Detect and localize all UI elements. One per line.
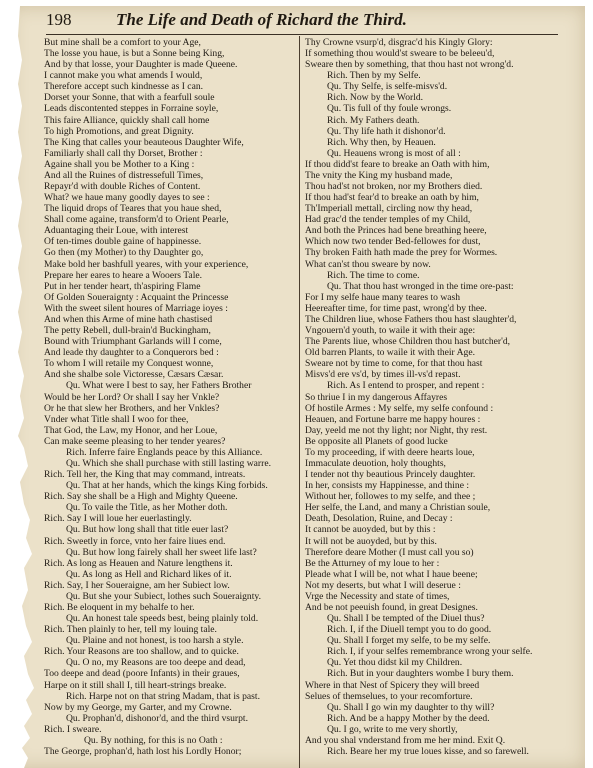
text-line: Of hostile Armes : My selfe, my selfe confound : [305,402,494,414]
text-line: This faire Alliance, quickly shall call home [44,114,210,126]
text-line: Rich. Say she shall be a High and Mighty Queene. [44,491,238,503]
text-line: Bound with Triumphant Garlands will I come, [44,336,222,348]
text-line: To my proceeding, if with deere hearts loue, [305,446,475,458]
text-line: Qu. But she your Subiect, lothes such Soueraignty. [66,590,261,602]
text-line: Qu. Yet thou didst kil my Children. [327,657,463,669]
text-line: Qu. Shall I go win my daughter to thy will? [327,701,495,713]
text-line: Aduantaging their Loue, with interest [44,225,189,237]
text-line: Thy broken Faith hath made the prey for Wormes. [305,247,498,259]
text-line: The Parents liue, whose Children thou hast butcher'd, [305,336,511,348]
text-line: If thou didd'st feare to breake an Oath with him, [305,158,490,170]
book-page [10,6,585,768]
text-line: For I my selfe haue many teares to wash [305,291,461,303]
text-line: Heauen, and Fortune barre me happy houres : [305,413,481,425]
text-line: Rich. Tell her, the King that may command, intreats. [44,469,246,481]
text-line: Vngouern'd youth, to waile it with their age: [305,325,476,337]
text-line: Would be her Lord? Or shall I say her Vnkle? [44,391,220,403]
text-line: Thou had'st not broken, nor my Brothers died. [305,181,483,193]
text-line: Qu. But how long shall that title euer last? [66,524,229,536]
text-line: I tender not thy beautious Princely daughter. [305,469,476,481]
text-line: Day, yeeld me not thy light; nor Night, thy rest. [305,424,488,436]
text-line: Qu. Prophan'd, dishonor'd, and the third vsurpt. [66,712,248,724]
text-line: Where in that Nest of Spicery they will breed [305,679,480,691]
text-line: Rich. Then by my Selfe. [327,70,421,82]
text-line: But mine shall be a comfort to your Age, [44,37,201,48]
text-line: Heereafter time, for time past, wrong'd by thee. [305,302,487,314]
text-line: Qu. O no, my Reasons are too deepe and dead, [66,657,246,669]
text-line: Qu. Which she shall purchase with still lasting warre. [66,457,271,469]
text-line: Which now two tender Bed-fellowes for dust, [305,236,481,248]
text-line: Rich. As I entend to prosper, and repent : [327,380,485,392]
text-line: Rich. And be a happy Mother by the deed. [327,712,490,724]
page-number: 198 [46,10,72,29]
text-line: And all the Ruines of distressefull Times, [44,169,204,181]
text-line: It will not be auoyded, but by this. [305,535,437,547]
text-line: And she shalbe sole Victoresse, Cæsars Cæsar. [44,369,224,381]
text-line: Misvs'd ere vs'd, by times ill-vs'd repast. [305,369,461,381]
text-line: And both the Princes had bene breathing heere, [305,225,487,237]
text-line: Rich. Your Reasons are too shallow, and to quicke. [44,646,239,658]
text-line: Pleade what I will be, not what I haue beene; [305,568,478,580]
text-line: Rich. But in your daughters wombe I bury them. [327,668,514,680]
text-line: Old barren Plants, to waile it with their Age. [305,347,475,359]
text-line: It cannot be auoyded, but by this : [305,524,436,536]
text-line: If thou had'st fear'd to breake an oath by him, [305,192,479,204]
text-line: Her selfe, the Land, and many a Christian soule, [305,502,491,514]
right-text-column [305,37,557,767]
text-line: Now by my George, my Garter, and my Crowne. [44,701,232,713]
text-line: If something thou would'st sweare to be beleeu'd, [305,48,495,60]
text-line: Vnder what Title shall I woo for thee, [44,413,189,425]
text-line: The King that calles your beauteous Daughter Wife, [44,136,244,148]
text-line: Death, Desolation, Ruine, and Decay : [305,513,453,525]
text-line: Or he that slew her Brothers, and her Vnkles? [44,402,220,414]
text-line: Rich. I sweare. [44,723,102,735]
text-line: Harpe on it still shall I, till heart-strings breake. [44,679,227,691]
text-line: Qu. What were I best to say, her Fathers Brother [66,380,252,392]
text-line: Put in her tender heart, th'aspiring Flame [44,280,201,292]
text-line: With the sweet silent houres of Marriage ioyes : [44,302,228,314]
text-line: Repayr'd with double Riches of Content. [44,181,201,193]
text-line: Rich. Why then, by Heauen. [327,136,436,148]
text-line: Qu. Shall I forget my selfe, to be my selfe. [327,635,491,647]
text-line: To whom I will retaile my Conquest wonne, [44,358,214,370]
text-line: Rich. Sweetly in force, vnto her faire liues end. [44,535,226,547]
text-line: Too deepe and dead (poore Infants) in their graues, [44,668,240,680]
text-line: Qu. Thy life hath it dishonor'd. [327,125,446,137]
text-line: Rich. I, if the Diuell tempt you to do good. [327,624,492,636]
text-line: Qu. That thou hast wronged in the time ore-past: [327,280,514,292]
text-line: Qu. As long as Hell and Richard likes of it. [66,568,232,580]
text-line: Rich. I, if your selfes remembrance wrong your selfe. [327,646,533,658]
column-divider [299,36,300,768]
left-text-column [44,37,296,767]
text-line: Had grac'd the tender temples of my Child, [305,214,471,226]
text-line: Selues of themselues, to your recomforture. [305,690,473,702]
text-line: Prepare her eares to heare a Wooers Tale. [44,269,203,281]
text-line: To high Promotions, and great Dignity. [44,125,194,137]
text-line: Of ten-times double gaine of happinesse. [44,236,202,248]
text-line: Rich. Harpe not on that string Madam, that is past. [66,690,260,702]
text-line: Qu. I go, write to me very shortly, [327,723,458,735]
text-line: Without her, followes to my selfe, and thee ; [305,491,476,503]
text-line: And leade thy daughter to a Conquerors bed : [44,347,219,359]
text-line: Sweare not by time to come, for that thou hast [305,358,483,370]
text-line: That God, the Law, my Honor, and her Loue, [44,424,218,436]
text-line: The George, prophan'd, hath lost his Lordly Honor; [44,746,242,757]
text-line: The petty Rebell, dull-brain'd Buckingham, [44,325,211,337]
text-line: Rich. Inferre faire Englands peace by this Alliance. [66,446,263,458]
text-line: Againe shall you be Mother to a King : [44,158,195,170]
text-line: And you shal vnderstand from me her mind. Exit Q. [305,734,506,746]
text-line: Therefore accept such kindnesse as I can. [44,81,204,93]
text-line: Familiarly shall call thy Dorset, Brother : [44,147,203,159]
text-line: Rich. My Fathers death. [327,114,420,126]
text-line: Th'Imperiall mettall, circling now thy head, [305,203,473,215]
running-title: The Life and Death of Richard the Third. [116,10,407,29]
text-line: Rich. Beare her my true loues kisse, and so farewell. [327,746,529,757]
text-line: Rich. Now by the World. [327,92,424,104]
text-line: Be opposite all Planets of good lucke [305,435,448,447]
text-line: The losse you haue, is but a Sonne being King, [44,48,225,60]
text-line: Qu. To vaile the Title, as her Mother doth. [66,502,228,514]
text-line: Qu. Heauens wrong is most of all : [327,147,461,159]
text-line: I cannot make you what amends I would, [44,70,203,82]
text-line: What can'st thou sweare by now. [305,258,431,270]
text-line: Qu. That at her hands, which the kings King forbids. [66,480,268,492]
text-line: Leads discontented steppes in Forraine soyle, [44,103,219,115]
text-line: The vnity the King my husband made, [305,169,453,181]
text-line: Rich. Say, I her Soueraigne, am her Subiect low. [44,579,230,591]
text-line: In her, consists my Happinesse, and thine : [305,480,470,492]
text-line: Make bold her bashfull yeares, with your experience, [44,258,249,270]
text-line: Thy Crowne vsurp'd, disgrac'd his Kingly Glory: [305,37,493,48]
page-header [46,8,558,35]
text-line: Go then (my Mother) to thy Daughter go, [44,247,204,259]
text-line: Qu. Plaine and not honest, is too harsh a style. [66,635,244,647]
text-line: Therefore deare Mother (I must call you so) [305,546,474,558]
text-line: Can make seeme pleasing to her tender yeares? [44,435,226,447]
text-line: Not my deserts, but what I will deserue : [305,579,461,591]
text-line: Of Golden Soueraignty : Acquaint the Princesse [44,291,229,303]
text-line: What? we haue many goodly dayes to see : [44,192,210,204]
text-line: Immaculate deuotion, holy thoughts, [305,457,446,469]
text-line: Be the Atturney of my loue to her : [305,557,440,569]
text-line: Dorset your Sonne, that with a fearfull soule [44,92,215,104]
text-line: Qu. Tis full of thy foule wrongs. [327,103,452,115]
text-line: The Children liue, whose Fathers thou hast slaughter'd, [305,313,517,325]
text-line: And by that losse, your Daughter is made Queene. [44,59,238,71]
text-line: Qu. By nothing, for this is no Oath : [84,734,223,746]
text-line: And when this Arme of mine hath chastised [44,313,213,325]
text-line: Rich. Say I will loue her euerlastingly. [44,513,192,525]
text-line: Rich. Then plainly to her, tell my louing tale. [44,624,217,636]
text-line: Vrge the Necessity and state of times, [305,590,450,602]
text-line: Sweare then by something, that thou hast not wrong'd. [305,59,514,71]
text-line: And be not peeuish found, in great Designes. [305,601,478,613]
text-line: Rich. Be eloquent in my behalfe to her. [44,601,195,613]
text-line: Rich. The time to come. [327,269,420,281]
text-line: So thriue I in my dangerous Affayres [305,391,448,403]
text-line: The liquid drops of Teares that you haue shed, [44,203,222,215]
text-line: Qu. Shall I be tempted of the Diuel thus? [327,613,485,625]
text-line: Qu. Thy Selfe, is selfe-misvs'd. [327,81,448,93]
text-line: Qu. But how long fairely shall her sweet life last? [66,546,257,558]
text-line: Rich. As long as Heauen and Nature lengthens it. [44,557,233,569]
text-line: Qu. An honest tale speeds best, being plainly told. [66,613,259,625]
text-line: Shall come againe, transform'd to Orient Pearle, [44,214,229,226]
